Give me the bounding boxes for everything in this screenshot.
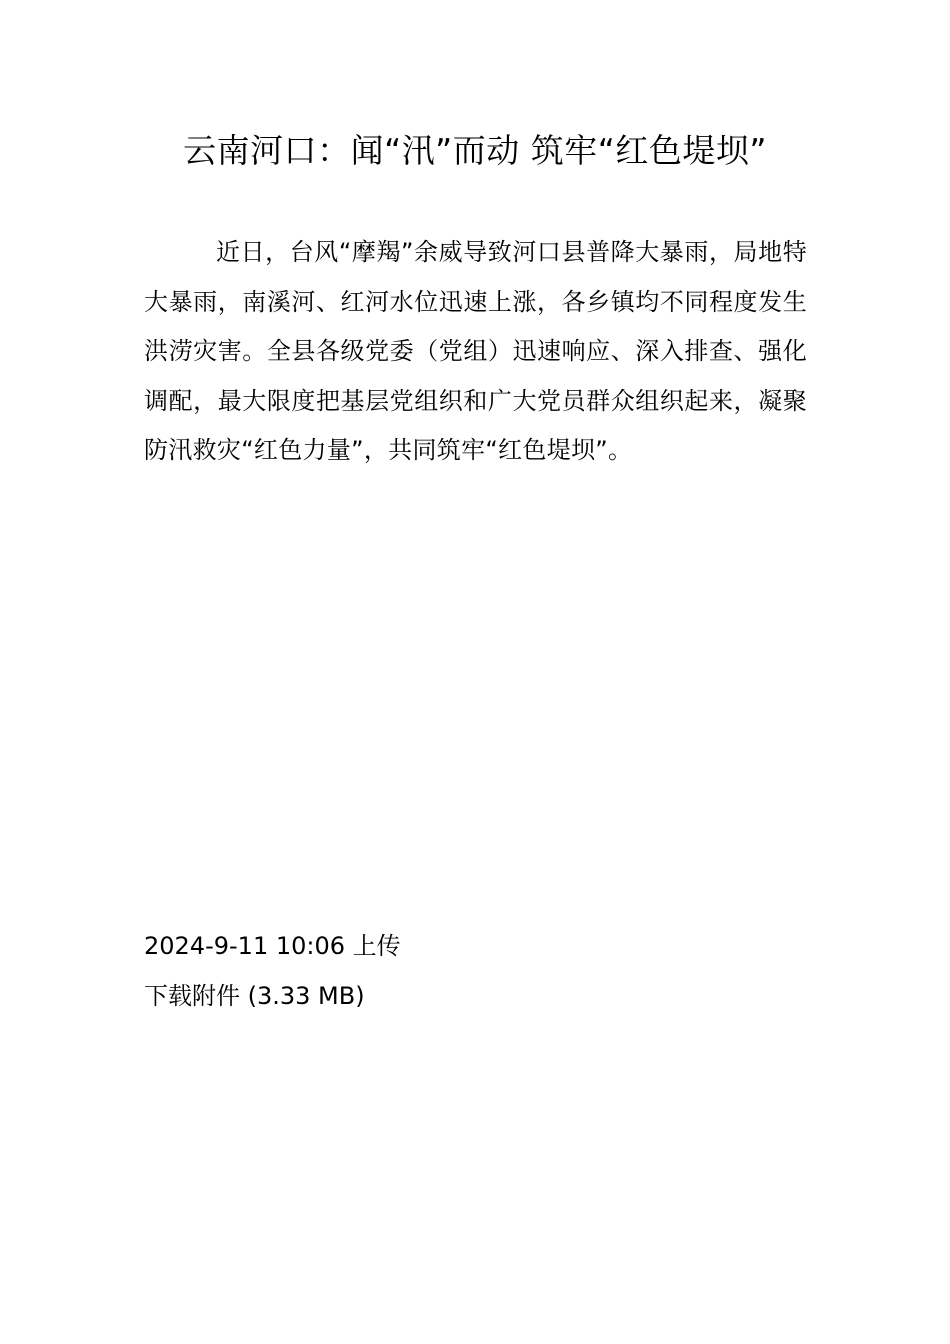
article-body: 近日，台风“摩羯”余威导致河口县普降大暴雨，局地特大暴雨，南溪河、红河水位迅速上涨，各乡镇均不同程度发生洪涝灾害。全县各级党委（党组）迅速响应、深入排查、强化调配，最大限度把基层党组织和广大党员群众组织起来，凝聚防汛救灾“红色力量”，共同筑牢“红色堤坝”。: [144, 238, 807, 465]
download-attachment-link[interactable]: 下载附件 (3.33 MB): [144, 982, 365, 1010]
article-title: 云南河口：闻“汛”而动 筑牢“红色堤坝”: [183, 131, 767, 170]
upload-timestamp: 2024-9-11 10:06 上传: [144, 932, 401, 960]
